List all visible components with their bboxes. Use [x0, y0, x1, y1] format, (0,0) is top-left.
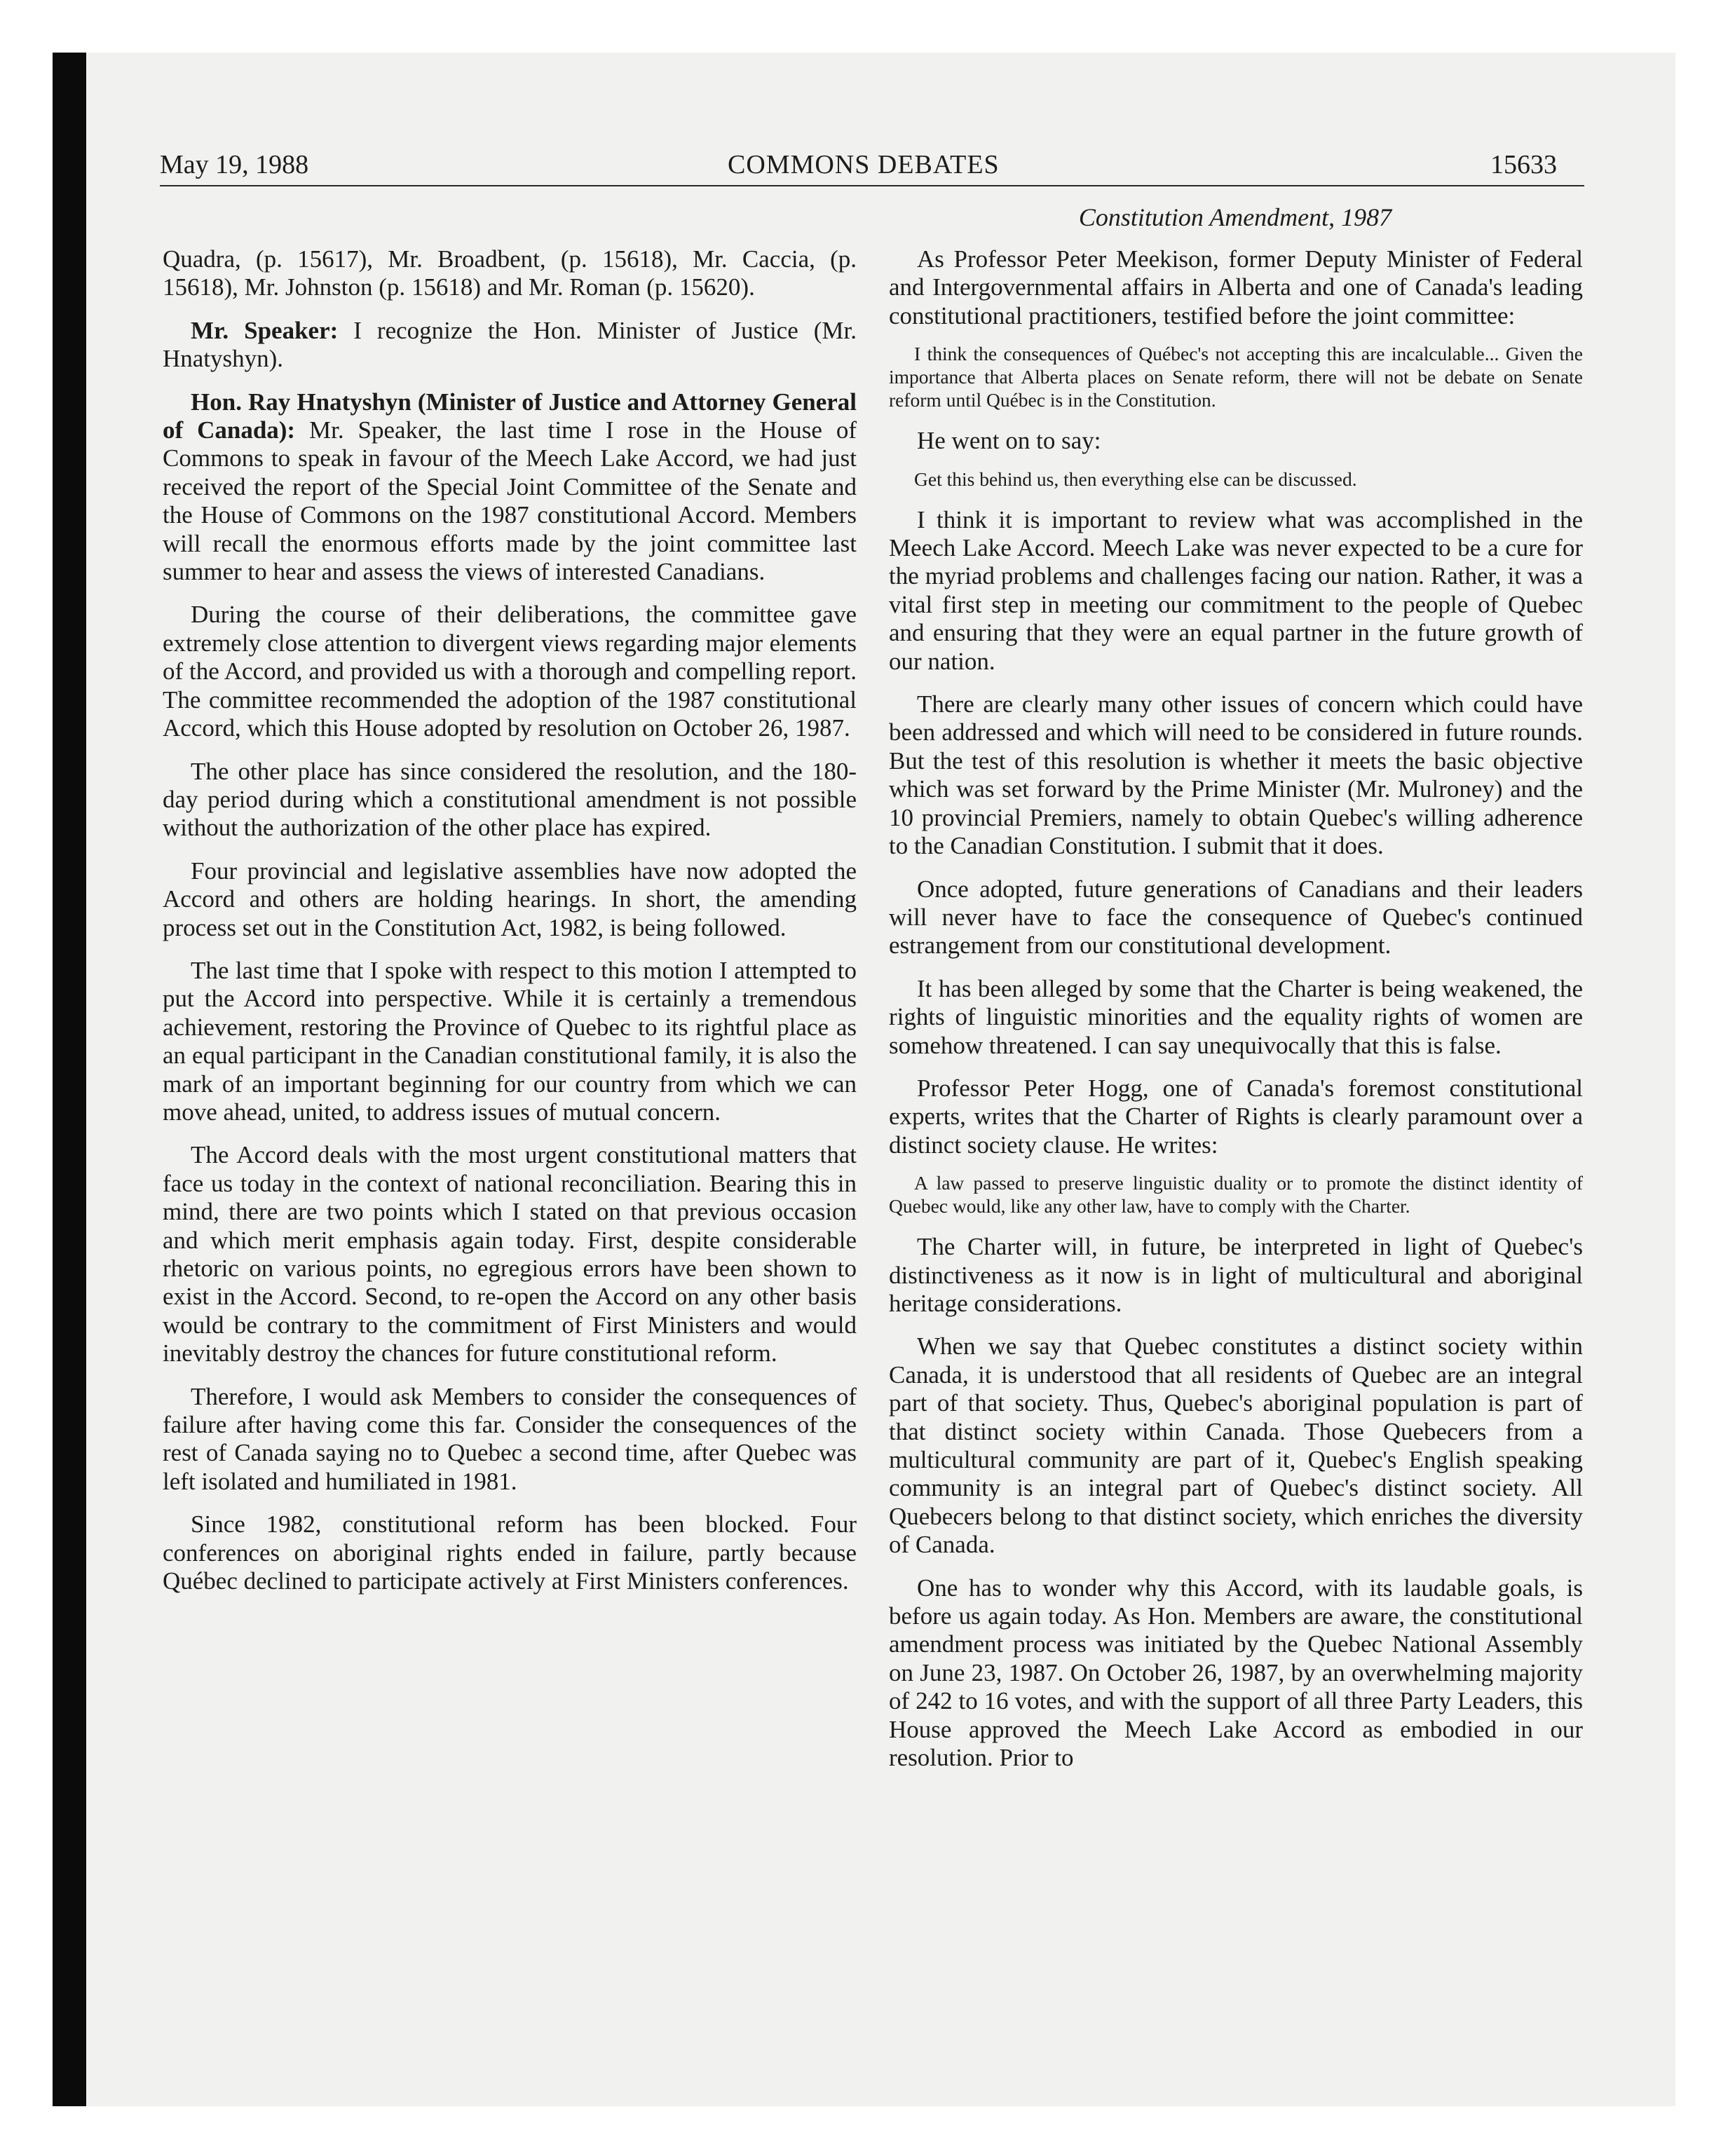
speaker-name: Hon. Ray Hnatyshyn (Minister of Justice and Attorney General of Canada):: [163, 388, 857, 444]
paragraph: [163, 388, 857, 587]
paragraph: Professor Peter Hogg, one of Canada's foremost constitutional experts, writes that the Charter of Rights is clearly paramount over a distinct society clause. He writes:: [889, 1074, 1583, 1159]
paragraph: During the course of their deliberations, the committee gave extremely close attention to divergent views regarding major elements of the Accord, and provided us with a thorough and compelling report. The committee recommended the adoption of the 1987 constitutional Accord, which this House adopted by resolution on October 26, 1987.: [163, 601, 857, 742]
header-page-number: 15633: [1490, 150, 1557, 179]
paragraph: [163, 317, 857, 374]
block-quote: Get this behind us, then everything else can be discussed.: [914, 468, 1357, 490]
paragraph: The Accord deals with the most urgent constitutional matters that face us today in the context of national reconciliation. Bearing this in mind, there are two points which I stated on that previous occasion and which merit emphasis again today. First, despite considerable rhetoric on various points, no egregious errors have been shown to exist in the Accord. Second, to re-open the Accord on any other basis would be contrary to the commitment of First Ministers and would inevitably destroy the chances for future constitutional reform.: [163, 1141, 857, 1367]
paragraph: Quadra, (p. 15617), Mr. Broadbent, (p. 15618), Mr. Caccia, (p. 15618), Mr. Johnston (p. 15618) and Mr. Roman (p. 15620).: [163, 245, 857, 301]
paragraph: I think it is important to review what was accomplished in the Meech Lake Accord. Meech Lake was never expected to be a cure for the myriad problems and challenges facing our nation. Rather, it was a vital first step in meeting our commitment to the people of Quebec and ensuring that they were an equal partner in the future growth of our nation.: [889, 505, 1583, 675]
paragraph: He went on to say:: [917, 427, 1101, 455]
right-column: [889, 245, 1583, 1787]
block-quote: A law passed to preserve linguistic duality or to promote the distinct identity of Quebec would, like any other law, have to comply with the Charter.: [889, 1172, 1583, 1217]
speaker-name: Mr. Speaker:: [191, 316, 339, 344]
paragraph: Once adopted, future generations of Canadians and their leaders will never have to face the consequence of Quebec's continued estrangement from our constitutional development.: [889, 875, 1583, 960]
paragraph: When we say that Quebec constitutes a distinct society within Canada, it is understood that all residents of Quebec are an integral part of that society. Thus, Quebec's aboriginal population is part of that distinct society within Canada. Those Quebecers from a multicultural community are part of it, Quebec's English speaking community is an integral part of Quebec's distinct society. All Quebecers belong to that distinct society, which enriches the diversity of Canada.: [889, 1332, 1583, 1559]
header-rule: [160, 185, 1584, 186]
block-quote: I think the consequences of Québec's not accepting this are incalculable... Given the importance that Alberta places on Senate reform, there will not be debate on Senate reform until Québec is in the Constitution.: [889, 343, 1583, 411]
paragraph: The last time that I spoke with respect to this motion I attempted to put the Accord into perspective. While it is certainly a tremendous achievement, restoring the Province of Quebec to its rightful place as an equal participant in the Canadian constitutional family, it is also the mark of an important beginning for our country from which we can move ahead, united, to address issues of mutual concern.: [163, 956, 857, 1126]
section-title: Constitution Amendment, 1987: [1078, 203, 1392, 231]
left-column: [163, 245, 857, 1610]
paragraph: Since 1982, constitutional reform has been blocked. Four conferences on aboriginal rights ended in failure, partly because Québec declined to participate actively at First Ministers conferences.: [163, 1510, 857, 1595]
paragraph: The Charter will, in future, be interpreted in light of Quebec's distinctiveness as it now is in light of multicultural and aboriginal heritage considerations.: [889, 1233, 1583, 1317]
paragraph: Therefore, I would ask Members to consider the consequences of failure after having come this far. Consider the consequences of the rest of Canada saying no to Quebec a second time, after Quebec was left isolated and humiliated in 1981.: [163, 1382, 857, 1495]
paragraph: As Professor Peter Meekison, former Deputy Minister of Federal and Intergovernmental affairs in Alberta and one of Canada's leading constitutional practitioners, testified before the joint committee:: [889, 245, 1583, 329]
paragraph: Four provincial and legislative assemblies have now adopted the Accord and others are holding hearings. In short, the amending process set out in the Constitution Act, 1982, is being followed.: [163, 857, 857, 941]
header-date: May 19, 1988: [160, 150, 309, 179]
header-title: COMMONS DEBATES: [728, 150, 1000, 179]
paragraph: One has to wonder why this Accord, with its laudable goals, is before us again today. As Hon. Members are aware, the constitutional amendment process was initiated by the Quebec National Assembly on June 23, 1987. On October 26, 1987, by an overwhelming majority of 242 to 16 votes, and with the support of all three Party Leaders, this House approved the Meech Lake Accord as embodied in our resolution. Prior to: [889, 1574, 1583, 1772]
binding-edge: [53, 53, 86, 2106]
paragraph-text: I recognize the Hon. Minister of Justice (Mr. Hnatyshyn).: [163, 316, 857, 373]
paragraph: It has been alleged by some that the Charter is being weakened, the rights of linguistic minorities and the equality rights of women are somehow threatened. I can say unequivocally that this is false.: [889, 974, 1583, 1059]
paragraph: There are clearly many other issues of concern which could have been addressed and which will need to be considered in future rounds. But the test of this resolution is whether it meets the basic objective which was set forward by the Prime Minister (Mr. Mulroney) and the 10 provincial Premiers, namely to obtain Quebec's willing adherence to the Canadian Constitution. I submit that it does.: [889, 690, 1583, 860]
paragraph-text: Mr. Speaker, the last time I rose in the House of Commons to speak in favour of the Meech Lake Accord, we had just received the report of the Special Joint Committee of the Senate and the House of Commons on the 1987 constitutional Accord. Members will recall the enormous efforts made by the joint committee last summer to hear and assess the views of interested Canadians.: [163, 416, 857, 586]
paragraph: The other place has since considered the resolution, and the 180-day period during which a constitutional amendment is not possible without the authorization of the other place has expired.: [163, 757, 857, 842]
